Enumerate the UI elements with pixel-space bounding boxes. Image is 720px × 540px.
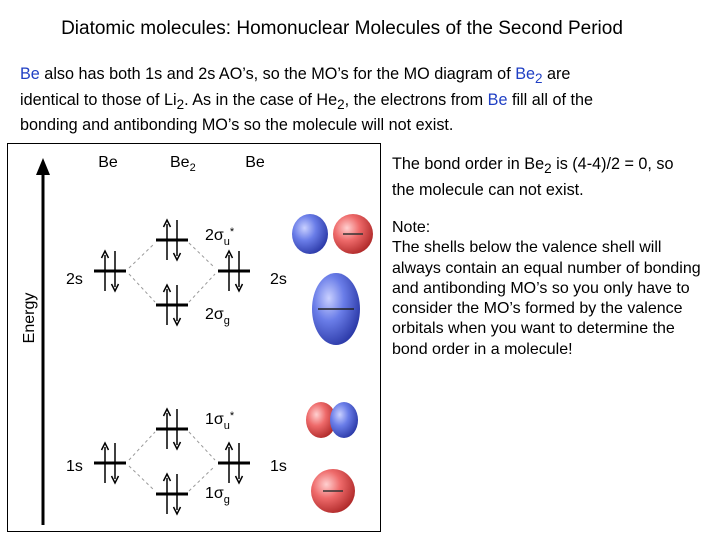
sigma-orbital-lobe-icon	[292, 214, 328, 254]
energy-axis-label: Energy	[21, 292, 38, 344]
intro-text: . As in the case of He	[184, 90, 338, 109]
correlation-lines-1s	[129, 432, 215, 491]
mo-label-1sigma-g: $1\sigma_g$	[205, 485, 230, 506]
subscript: 2	[337, 96, 345, 112]
intro-line-3: bonding and antibonding MO’s so the molecule will not exist.	[20, 116, 454, 135]
ao-label-1s-right: 1s	[270, 458, 287, 475]
ao-label-2s-right: 2s	[270, 271, 287, 288]
sigma-orbital-lobe-icon	[330, 402, 358, 438]
intro-text: identical to those of Li	[20, 90, 177, 109]
note-heading: Note:	[392, 219, 431, 236]
bond-order-note	[392, 154, 712, 200]
valence-shell-note	[392, 218, 712, 360]
mo-level-2sigma-u-star	[156, 220, 188, 260]
correlation-lines-2s	[129, 243, 215, 302]
energy-axis	[21, 158, 50, 525]
mo-level-1sigma-g	[156, 474, 188, 514]
mo-label-2sigma-g: $2\sigma_g$	[205, 306, 230, 327]
ao-level-2s-right	[218, 251, 250, 291]
bond-order-line-2: the molecule can not exist.	[392, 180, 584, 199]
page-title: Diatomic molecules: Homonuclear Molecules of the Second Period	[61, 18, 623, 39]
intro-text: also has both 1s and 2s AO’s, so the MO’s for the MO diagram of	[39, 65, 516, 83]
be2-label: $Be_2$	[515, 65, 543, 87]
bond-order-line-1: The bond order in $Be_2$ is (4-4)/2 = 0, so	[392, 155, 674, 177]
note-body: The shells below the valence shell will always contain an equal number of bonding and antibonding MO’s so you only have to consider the MO’s formed by the valence orbitals when you want to determine the bond order in a molecule!	[392, 239, 701, 358]
mo-level-2sigma-g	[156, 285, 188, 325]
ao-level-1s-right	[218, 443, 250, 483]
intro-text: fill all of the	[507, 90, 593, 109]
orbital-image-2sigma-g	[312, 273, 360, 345]
mo-level-1sigma-u-star	[156, 409, 188, 449]
ao-label-1s-left: 1s	[66, 458, 83, 475]
intro-text: , the electrons from	[344, 90, 488, 109]
column-header-be-right: Be	[245, 154, 265, 171]
mo-label-2sigma-u-star: $2\sigma_u^*$	[205, 226, 235, 248]
ao-level-2s-left	[94, 251, 126, 291]
orbital-image-2sigma-u-star	[292, 214, 373, 254]
intro-text: are	[542, 65, 571, 83]
column-header-be-left: Be	[98, 154, 118, 171]
be-label: Be	[487, 90, 508, 109]
energy-axis-arrow-icon	[36, 158, 50, 175]
be-label: Be	[20, 65, 40, 83]
mo-label-1sigma-u-star: $1\sigma_u^*$	[205, 410, 235, 432]
column-header-be2: $Be_2$	[170, 154, 196, 174]
subscript: 2	[176, 96, 185, 112]
energy-levels	[94, 220, 250, 514]
orbital-image-1sigma-u-star	[306, 402, 358, 438]
ao-level-1s-left	[94, 443, 126, 483]
orbital-image-1sigma-g	[311, 469, 355, 513]
ao-label-2s-left: 2s	[66, 271, 83, 288]
